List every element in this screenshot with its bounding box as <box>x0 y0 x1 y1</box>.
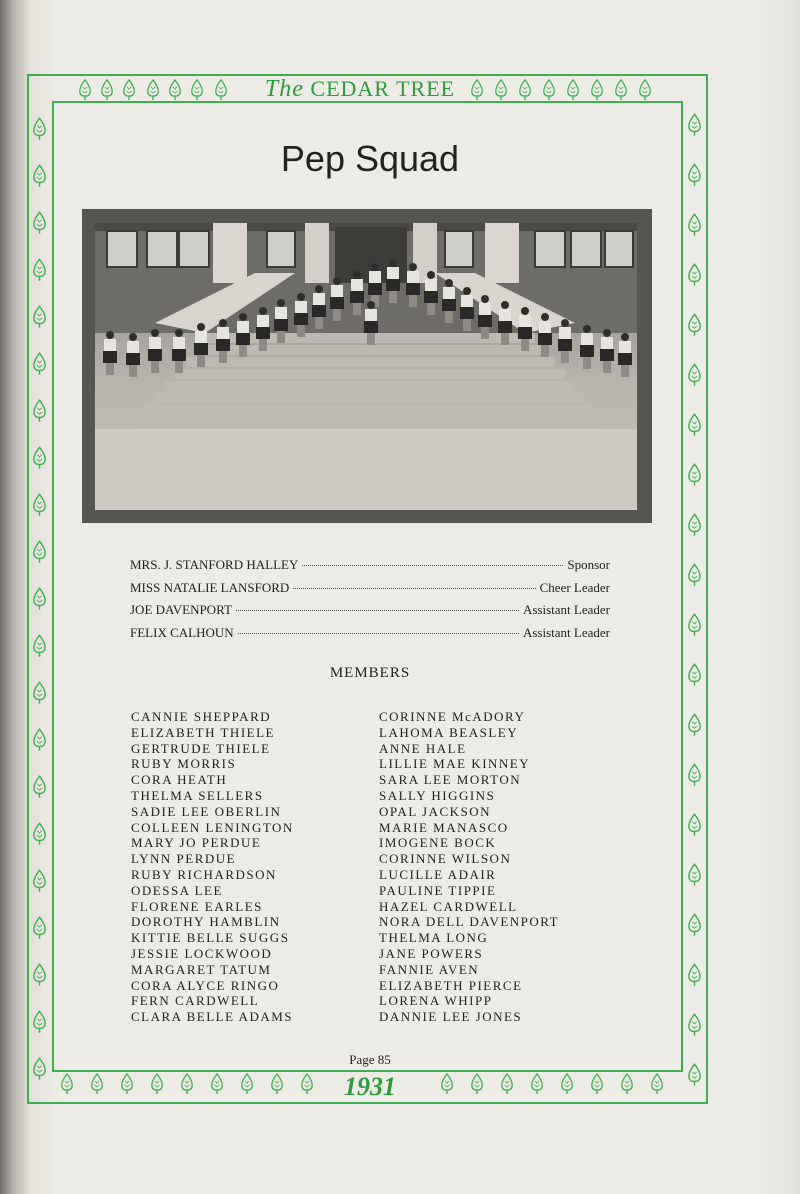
header-cedar-tree: CEDAR TREE <box>310 76 456 101</box>
cedar-tree-icon <box>687 462 702 488</box>
cedar-tree-icon <box>32 257 47 283</box>
cedar-tree-icon <box>32 351 47 377</box>
cedar-tree-icon <box>32 868 47 894</box>
cedar-tree-icon <box>32 633 47 659</box>
member-name: LORENA WHIPP <box>379 993 493 1009</box>
member-name: CORA ALYCE RINGO <box>131 977 280 993</box>
cedar-tree-icon <box>687 112 702 138</box>
cedar-tree-icon <box>32 727 47 753</box>
squad-member-figure <box>172 329 186 373</box>
squad-member-figure <box>103 331 117 375</box>
cedar-tree-icon <box>687 362 702 388</box>
cedar-tree-icon <box>687 262 702 288</box>
leader-dots <box>293 588 535 589</box>
cedar-tree-icon <box>32 915 47 941</box>
member-name: LILLIE MAE KINNEY <box>379 756 531 772</box>
cedar-tree-icon <box>32 492 47 518</box>
squad-member-figure <box>148 329 162 373</box>
cedar-tree-icon <box>687 562 702 588</box>
officer-name: MRS. J. STANFORD HALLEY <box>130 557 299 572</box>
officer-role: Assistant Leader <box>522 602 610 617</box>
cedar-tree-icon <box>32 821 47 847</box>
cedar-tree-icon <box>687 512 702 538</box>
group-photo-illustration <box>95 223 637 510</box>
cedar-tree-icon <box>687 1012 702 1038</box>
member-name: LYNN PERDUE <box>131 851 237 867</box>
group-photo <box>95 223 637 510</box>
cedar-tree-icon <box>32 304 47 330</box>
officers-list <box>130 557 610 647</box>
officer-role: Assistant Leader <box>522 624 610 640</box>
member-name: MARY JO PERDUE <box>131 835 262 851</box>
member-name: NORA DELL DAVENPORT <box>379 914 560 930</box>
member-name: MARIE MANASCO <box>379 819 509 835</box>
leader-dots <box>238 633 519 634</box>
cedar-tree-icon <box>687 862 702 888</box>
squad-member-figure <box>126 333 140 377</box>
member-name: FERN CARDWELL <box>131 993 260 1009</box>
yearbook-year: 1931 <box>344 1072 396 1101</box>
cedar-tree-icon <box>687 312 702 338</box>
members-right-column <box>379 709 559 1025</box>
member-name: ANNE HALE <box>379 740 467 756</box>
member-name: ODESSA LEE <box>131 882 223 898</box>
officer-role: Sponsor <box>567 557 610 572</box>
cedar-tree-icon <box>687 962 702 988</box>
page-title: Pep Squad <box>280 138 460 179</box>
member-name: THELMA SELLERS <box>131 787 264 803</box>
cedar-tree-icon <box>687 812 702 838</box>
member-name: CANNIE SHEPPARD <box>131 709 272 724</box>
member-name: ELIZABETH THIELE <box>131 724 275 740</box>
cedar-tree-icon <box>32 1009 47 1035</box>
member-name: KITTIE BELLE SUGGS <box>131 930 290 946</box>
header-the: The <box>264 76 304 102</box>
member-name: OPAL JACKSON <box>379 803 492 819</box>
member-name: RUBY RICHARDSON <box>131 866 277 882</box>
member-name: PAULINE TIPPIE <box>379 882 497 898</box>
member-name: DOROTHY HAMBLIN <box>131 914 281 930</box>
member-name: THELMA LONG <box>379 930 489 946</box>
cedar-tree-icon <box>687 762 702 788</box>
cedar-tree-icon <box>32 210 47 236</box>
member-name: LAHOMA BEASLEY <box>379 724 519 740</box>
officer-row <box>130 580 610 603</box>
cedar-tree-icon <box>687 712 702 738</box>
officer-role: Cheer Leader <box>539 579 610 595</box>
cedar-tree-icon <box>32 586 47 612</box>
member-name: GERTRUDE THIELE <box>131 740 271 756</box>
cedar-tree-icon <box>32 962 47 988</box>
member-name: MARGARET TATUM <box>131 961 272 977</box>
member-name: RUBY MORRIS <box>131 756 237 772</box>
officer-name: FELIX CALHOUN <box>130 624 234 640</box>
member-name: CORINNE McADORY <box>379 709 526 724</box>
cedar-tree-icon <box>687 912 702 938</box>
member-name: COLLEEN LENINGTON <box>131 819 294 835</box>
squad-member-figure <box>618 333 632 377</box>
page-header <box>60 76 660 102</box>
officer-row <box>130 625 610 648</box>
cedar-tree-icon <box>687 212 702 238</box>
squad-member-figure <box>600 329 614 373</box>
member-name: SADIE LEE OBERLIN <box>131 803 282 819</box>
members-heading: MEMBERS <box>329 665 411 681</box>
member-name: FANNIE AVEN <box>379 961 480 977</box>
member-name: SALLY HIGGINS <box>379 787 496 803</box>
member-name: CORINNE WILSON <box>379 851 512 867</box>
member-name: JESSIE LOCKWOOD <box>131 945 273 961</box>
cedar-tree-icon <box>32 539 47 565</box>
cedar-tree-icon <box>32 680 47 706</box>
officer-row <box>130 602 610 625</box>
members-left-column <box>131 709 294 1025</box>
member-name: IMOGENE BOCK <box>379 835 497 851</box>
header-title <box>265 76 455 103</box>
page-number: Page 85 <box>349 1052 391 1067</box>
cedar-tree-icon <box>32 774 47 800</box>
member-name: SARA LEE MORTON <box>379 772 522 788</box>
member-name: FLORENE EARLES <box>131 898 263 914</box>
member-name: JANE POWERS <box>379 945 484 961</box>
cedar-tree-icon <box>32 398 47 424</box>
cedar-tree-icon <box>687 412 702 438</box>
leader-dots <box>302 565 563 566</box>
officer-name: MISS NATALIE LANSFORD <box>130 579 290 595</box>
member-name: DANNIE LEE JONES <box>379 1009 523 1025</box>
cedar-tree-icon <box>687 612 702 638</box>
leader-dots <box>236 610 519 611</box>
officer-row <box>130 557 610 580</box>
member-name: CORA HEATH <box>131 772 228 788</box>
member-name: HAZEL CARDWELL <box>379 898 518 914</box>
cedar-tree-icon <box>32 445 47 471</box>
member-name: LUCILLE ADAIR <box>379 866 497 882</box>
member-name: CLARA BELLE ADAMS <box>131 1009 294 1025</box>
member-name: ELIZABETH PIERCE <box>379 977 523 993</box>
officer-name: JOE DAVENPORT <box>130 602 232 617</box>
